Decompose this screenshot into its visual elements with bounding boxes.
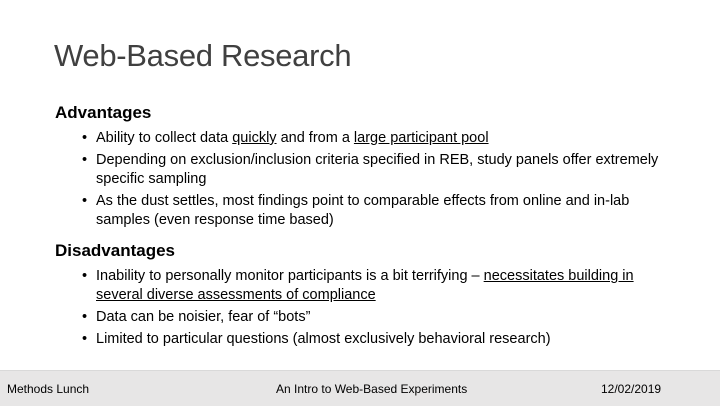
list-item — [80, 330, 680, 349]
slide-title: Web-Based Research — [54, 38, 352, 73]
bullet-icon: • — [82, 193, 88, 209]
footer-center: An Intro to Web-Based Experiments — [276, 382, 468, 396]
item-text: Depending on exclusion/inclusion criteria specified in REB, study panels offer extremely specific sampling — [96, 152, 659, 187]
disadvantages-heading: Disadvantages — [55, 241, 175, 260]
list-item — [80, 308, 680, 327]
item-text: Inability to personally monitor participants is a bit terrifying – — [96, 268, 484, 284]
bullet-icon: • — [82, 331, 88, 347]
item-emphasis: quickly — [232, 130, 277, 146]
advantages-list — [80, 129, 680, 233]
item-text: Limited to particular questions (almost exclusively behavioral research) — [96, 331, 551, 347]
item-text: Data can be noisier, fear of “bots” — [96, 309, 311, 325]
footer-left: Methods Lunch — [7, 382, 90, 396]
list-item — [80, 129, 680, 148]
list-item — [80, 151, 680, 189]
disadvantages-list — [80, 267, 680, 352]
bullet-icon: • — [82, 130, 88, 146]
advantages-heading: Advantages — [55, 103, 152, 122]
bullet-icon: • — [82, 152, 88, 168]
slide-footer — [0, 370, 720, 406]
item-emphasis: large participant pool — [353, 130, 489, 146]
footer-date: 12/02/2019 — [601, 382, 662, 396]
item-emphasis: necessitates building in several diverse assessments of compliance — [96, 268, 634, 303]
bullet-icon: • — [82, 309, 88, 325]
list-item — [80, 192, 680, 230]
item-text: As the dust settles, most findings point to comparable effects from online and in-lab samples (even response time based) — [96, 193, 630, 228]
item-text: and from a — [276, 130, 354, 146]
list-item — [80, 267, 680, 305]
item-text: Ability to collect data — [96, 130, 233, 146]
bullet-icon: • — [82, 268, 88, 284]
